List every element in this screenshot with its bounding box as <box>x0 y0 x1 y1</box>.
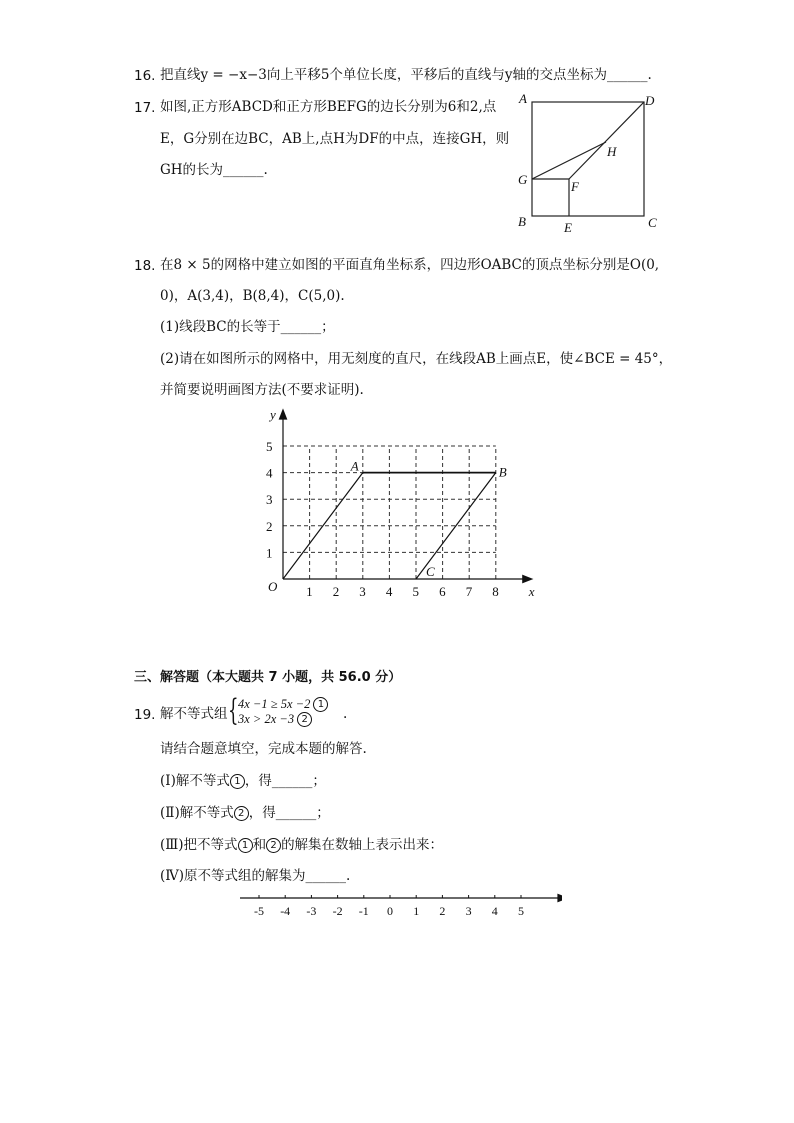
number-line-tick-label: 0 <box>387 904 393 918</box>
number-line-tick-label: -3 <box>306 904 317 918</box>
x-tick-label: 7 <box>465 584 473 599</box>
q19-lead: 解不等式组 <box>160 706 228 722</box>
number-line <box>232 890 562 926</box>
y-tick-label: 2 <box>266 518 273 534</box>
q19-number: 19. <box>134 707 156 723</box>
q17-line3: GH的长为______. <box>160 162 268 178</box>
label-c: C <box>648 215 657 230</box>
point-b-label: B <box>498 464 507 480</box>
q18-part2a: (2)请在如图所示的网格中，用无刻度的直尺，在线段AB上画点E，使∠BCE = 45°， <box>160 351 673 367</box>
number-line-tick-label: -1 <box>358 904 369 918</box>
label-e: E <box>564 220 572 235</box>
q18-line2: 0)，A(3,4)，B(8,4)，C(5,0). <box>160 288 345 304</box>
label-d: D <box>645 93 655 108</box>
x-tick-label: 6 <box>439 584 446 599</box>
y-tick-label: 3 <box>266 492 273 508</box>
y-tick-label: 1 <box>266 545 273 561</box>
x-tick-label: 3 <box>359 584 366 599</box>
q19-end: . <box>343 706 348 722</box>
number-line-arrow <box>558 895 562 902</box>
square-befg <box>532 179 569 216</box>
number-line-tick-label: 1 <box>413 904 420 918</box>
segment-fd <box>569 102 644 179</box>
y-tick-label: 4 <box>266 465 273 481</box>
y-tick-label: 5 <box>266 439 273 454</box>
x-axis-arrow <box>523 576 532 583</box>
point-a-label: A <box>350 458 359 474</box>
number-line-tick-label: -4 <box>280 904 291 918</box>
number-line-tick-label: 4 <box>491 904 498 918</box>
q17-square-figure <box>510 90 670 236</box>
label-b: B <box>518 214 526 229</box>
number-line-tick-label: 5 <box>518 904 524 918</box>
x-tick-label: 8 <box>492 584 499 599</box>
q19-instruction: 请结合题意填空，完成本题的解答. <box>160 741 367 757</box>
number-line-tick-label: -2 <box>332 904 343 918</box>
section3-heading: 三、解答题（本大题共 7 小题，共 56.0 分） <box>134 670 402 685</box>
x-tick-label: 2 <box>332 584 340 599</box>
q18-grid-figure <box>255 402 545 607</box>
q17-line1: 如图,正方形ABCD和正方形BEFG的边长分别为6和2,点 <box>160 99 497 115</box>
q17-line2: E，G分别在边BC，AB上,点H为DF的中点，连接GH，则 <box>160 131 510 147</box>
q19-step1: (Ⅰ)解不等式 1 ，得______； <box>160 773 326 789</box>
circle-mark-1: 1 <box>313 697 328 712</box>
q19-inequality-2: 3x > 2x −3 2 <box>238 712 312 727</box>
label-h: H <box>607 144 617 159</box>
q19-brace: { <box>228 693 239 728</box>
number-line-tick-label: -5 <box>254 904 264 918</box>
q16-text: 把直线y = −x−3向上平移5个单位长度，平移后的直线与y轴的交点坐标为______. <box>160 67 652 83</box>
segment-oa <box>283 473 363 579</box>
origin-label: O <box>268 579 278 594</box>
q19-step2: (Ⅱ)解不等式 2 ，得______； <box>160 805 330 821</box>
y-axis-arrow <box>280 410 287 419</box>
x-tick-label: 4 <box>385 584 393 599</box>
q16-number: 16. <box>134 68 156 84</box>
q18-part1: (1)线段BC的长等于______； <box>160 319 335 335</box>
q18-line1: 在8 × 5的网格中建立如图的平面直角坐标系，四边形OABC的顶点坐标分别是O(0, <box>160 257 660 273</box>
number-line-tick-label: 2 <box>439 904 446 918</box>
circle-mark-2: 2 <box>297 712 312 727</box>
segment-gh <box>532 142 606 179</box>
q18-number: 18. <box>134 258 156 274</box>
q19-step3: (Ⅲ)把不等式 1 和 2 的解集在数轴上表示出来： <box>160 837 444 853</box>
label-a: A <box>519 91 527 106</box>
x-tick-label: 1 <box>306 584 313 599</box>
q18-part2b: 并简要说明画图方法(不要求证明). <box>160 382 364 398</box>
label-f: F <box>571 179 579 194</box>
q19-inequality-1: 4x −1 ≥ 5x −2 1 <box>238 697 328 712</box>
point-c-label: C <box>426 564 435 579</box>
x-tick-label: 5 <box>412 584 419 599</box>
q19-step4: (Ⅳ)原不等式组的解集为______. <box>160 868 351 884</box>
q17-number: 17. <box>134 100 156 116</box>
y-axis-label: y <box>270 407 276 422</box>
number-line-tick-label: 3 <box>465 904 472 918</box>
x-axis-label: x <box>528 584 535 599</box>
label-g: G <box>518 172 528 187</box>
